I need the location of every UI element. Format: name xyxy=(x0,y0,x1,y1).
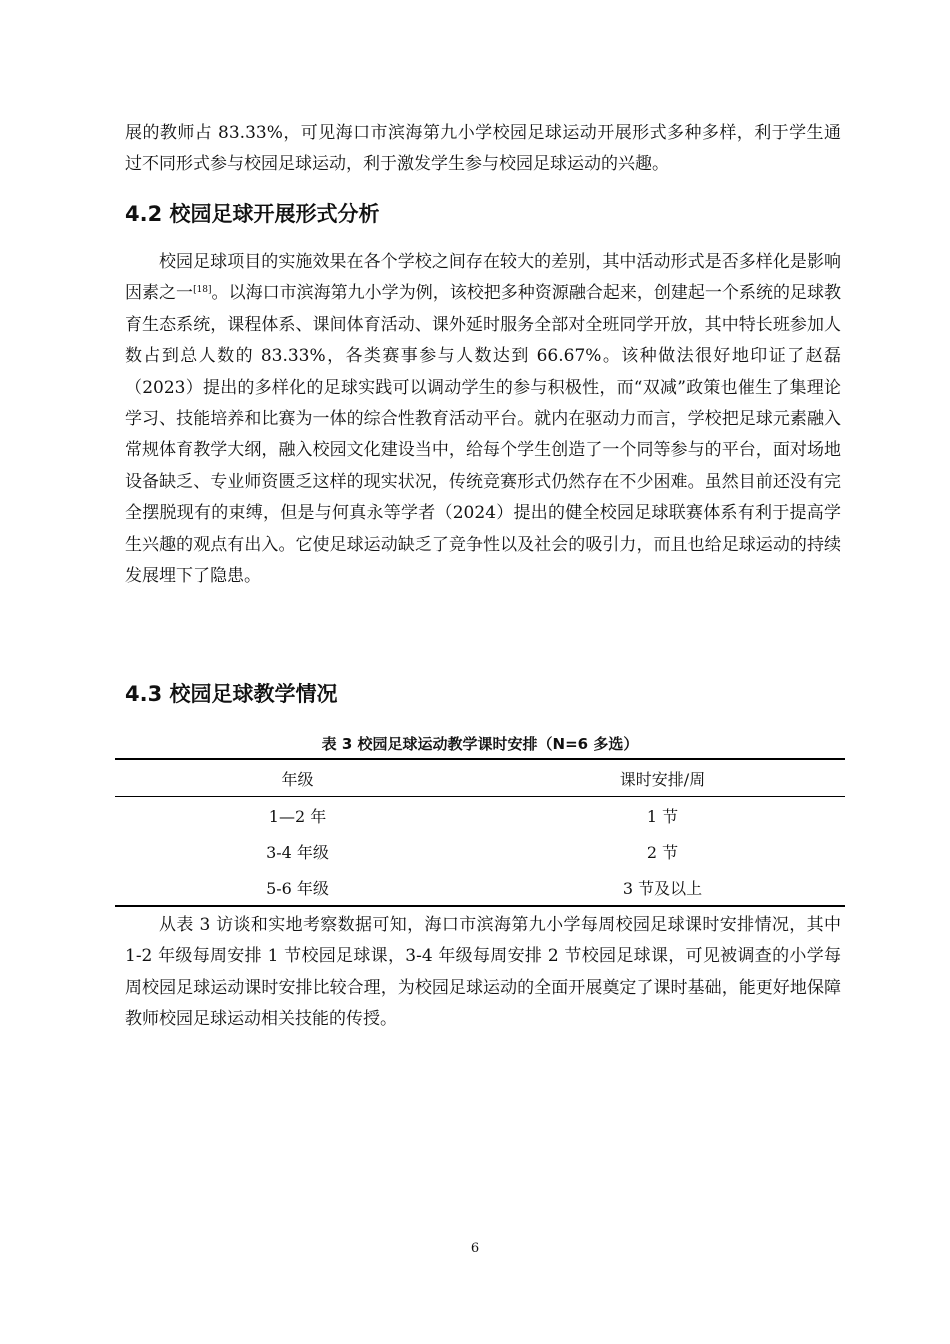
table-header-grade: 年级 xyxy=(281,769,314,789)
table-cell-hours: 3 节及以上 xyxy=(622,878,703,898)
paragraph-form-analysis xyxy=(125,247,841,592)
class-hours-table xyxy=(115,758,845,907)
table-header-hours: 课时安排/周 xyxy=(619,769,706,789)
table-header-row xyxy=(115,759,845,797)
table-cell-grade: 3-4 年级 xyxy=(266,842,329,862)
paragraph-continuation: 展的教师占 83.33%，可见海口市滨海第九小学校园足球运动开展形式多种多样，利于学生通过不同形式参与校园足球运动，利于激发学生参与校园足球运动的兴趣。 xyxy=(125,123,841,175)
table-row xyxy=(115,797,845,834)
page-number: 6 xyxy=(470,1241,480,1256)
section-heading-4-2: 4.2 校园足球开展形式分析 xyxy=(125,202,380,226)
paragraph-table-analysis: 从表 3 访谈和实地考察数据可知，海口市滨海第九小学每周校园足球课时安排情况，其中 1-2 年级每周安排 1 节校园足球课，3-4 年级每周安排 2 节校园足球课，可见被调查的小学每周校园足球运动课时安排比较合理，为校园足球运动的全面开展奠定了课时基础，能更好地保障教师校园足球运动相关技能的传授。 xyxy=(125,915,841,1030)
table-cell-grade: 1—2 年 xyxy=(268,806,327,826)
table-cell-hours: 1 节 xyxy=(646,806,679,826)
table-cell-hours: 2 节 xyxy=(646,842,679,862)
table-row xyxy=(115,833,845,869)
section-heading-4-3: 4.3 校园足球教学情况 xyxy=(125,682,338,706)
paragraph-text-part-2: 。以海口市滨海第九小学为例，该校把多种资源融合起来，创建起一个系统的足球教育生态系统，课程体系、课间体育活动、课外延时服务全部对全班同学开放，其中特长班参加人数占到总人数的 83.33%，各类赛事参与人数达到 66.67%。该种做法很好地印证了赵磊（2023）提出的多样化的足球实践可以调动学生的参与积极性，而“双减”政策也催生了集理论学习、技能培养和比赛为一体的综合性教育活动平台。就内在驱动力而言，学校把足球元素融入常规体育教学大纲，融入校园文化建设当中，给每个学生创造了一个同等参与的平台，面对场地设备缺乏、专业师资匮乏这样的现实状况，传统竞赛形式仍然存在不少困难。虽然目前还没有完全摆脱现有的束缚，但是与何真永等学者（2024）提出的健全校园足球联赛体系有利于提高学生兴趣的观点有出入。它使足球运动缺乏了竞争性以及社会的吸引力，而且也给足球运动的持续发展埋下了隐患。 xyxy=(125,283,842,587)
paragraph-text-part-1: 校园足球项目的实施效果在各个学校之间存在较大的差别，其中活动形式是否多样化是影响因素之一 xyxy=(125,252,841,304)
table-cell-grade: 5-6 年级 xyxy=(266,878,329,898)
citation-reference: [18] xyxy=(193,285,212,296)
table-row xyxy=(115,869,845,906)
table-caption: 表 3 校园足球运动教学课时安排（N=6 多选） xyxy=(321,735,639,753)
